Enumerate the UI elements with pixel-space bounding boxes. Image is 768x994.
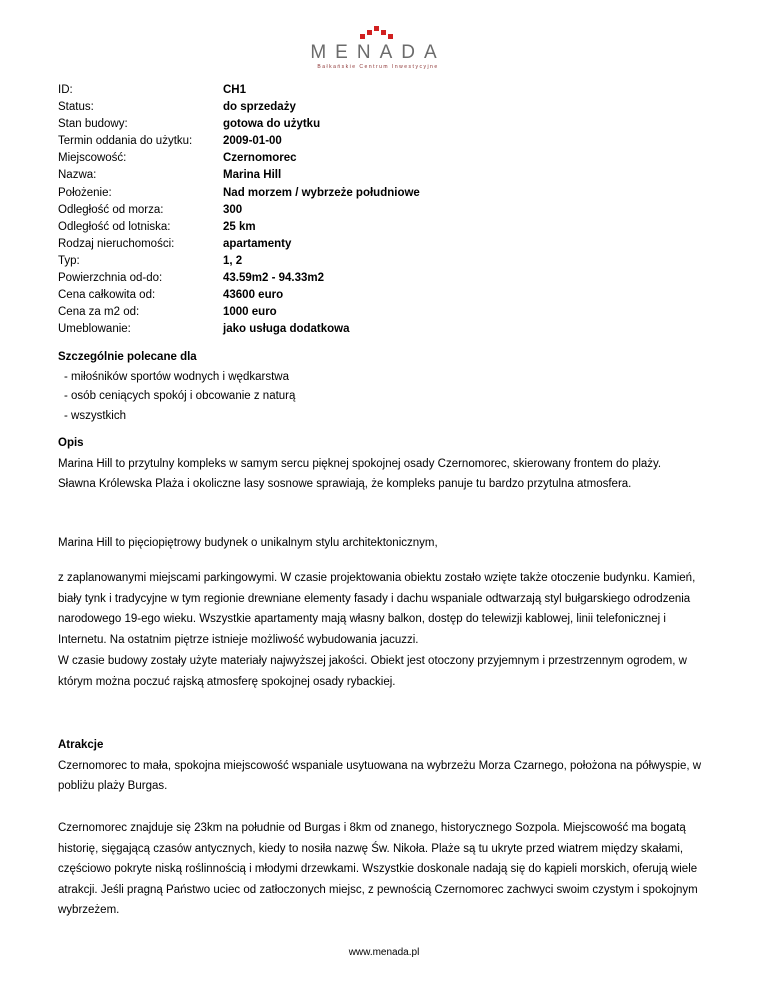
detail-row-polozenie: Położenie: Nad morzem / wybrzeże południowe (58, 186, 420, 199)
opis-paragraph-line: W czasie budowy zostały użyte materiały najwyższej jakości. Obiekt jest otoczony przyjemnym i przestrzennym ogrodem, w (58, 655, 687, 667)
menada-logo (288, 22, 468, 68)
atrakcje-paragraph-line: pobliżu plaży Burgas. (58, 780, 168, 792)
opis-paragraph-line: Marina Hill to pięciopiętrowy budynek o unikalnym stylu architektonicznym, (58, 537, 438, 549)
detail-row-rodzaj: Rodzaj nieruchomości: apartamenty (58, 237, 292, 250)
detail-row-miejscowosc: Miejscowość: Czernomorec (58, 152, 297, 165)
detail-row-powierzchnia: Powierzchnia od-do: 43.59m2 - 94.33m2 (58, 272, 325, 285)
atrakcje-paragraph-line: atrakcji. Jeśli pragną Państwo uciec od zatłoczonych miejsc, z pewnością Czernomorec zachwyci swoim czystym i spokojnym (58, 883, 698, 896)
recommended-section (58, 348, 718, 426)
recommended-item: - miłośników sportów wodnych i wędkarstwa (64, 370, 289, 383)
detail-row-odleglosc-lotnisko: Odległość od lotniska: 25 km (58, 220, 256, 233)
opis-paragraph-line: narodowego 19-ego wieku. Wszystkie apartamenty mają własny balkon, dostęp do telewizji kablowej, linii telefonicznej i (58, 613, 666, 625)
opis-paragraph-2 (58, 533, 718, 554)
detail-row-umeblowanie: Umeblowanie: jako usługa dodatkowa (58, 323, 350, 336)
detail-row-termin: Termin oddania do użytku: 2009-01-00 (58, 135, 282, 148)
opis-paragraph-4 (58, 651, 718, 692)
opis-paragraph-line: z zaplanowanymi miejscami parkingowymi. W czasie projektowania obiektu zostało wzięte także otoczenie budynku. Kamień, (58, 572, 696, 584)
recommended-item: - osób ceniących spokój i obcowanie z naturą (64, 390, 296, 402)
opis-paragraph-line: którym można poczuć rajską atmosferę spokojnej osady rybackiej. (58, 675, 396, 688)
atrakcje-paragraph-line: wybrzeżem. (58, 904, 120, 916)
detail-row-nazwa: Nazwa: Marina Hill (58, 169, 282, 182)
footer-url[interactable]: www.menada.pl (348, 947, 420, 958)
detail-row-stan-budowy: Stan budowy: gotowa do użytku (58, 118, 321, 131)
atrakcje-heading: Atrakcje (58, 739, 104, 751)
atrakcje-paragraph-line: historię, sięgającą czasów antycznych, kiedy to nosiła nazwę Św. Nikoła. Plaże są tu ukryte przed wiatrem między skałami, (58, 842, 684, 855)
atrakcje-paragraph-2 (58, 818, 718, 921)
opis-paragraph-line: Sławna Królewska Plaża i okoliczne lasy sosnowe sprawiają, że kompleks panuje tu bardzo przytulna atmosfera. (58, 478, 632, 490)
opis-paragraph-line: Marina Hill to przytulny kompleks w samym sercu pięknej spokojnej osady Czernomorec, skierowany frontem do plaży. (58, 457, 662, 470)
detail-row-cena-calkowita: Cena całkowita od: 43600 euro (58, 289, 284, 302)
detail-row-typ: Typ: 1, 2 (58, 254, 243, 267)
atrakcje-paragraph-line: częściowo pokryte niską roślinnością i młodymi drzewkami. Wszystkie doskonale nadają się do kąpieli morskich, oferują wiele (58, 863, 698, 875)
opis-paragraph-3 (58, 568, 718, 650)
detail-row-id: ID: CH1 (58, 84, 247, 96)
opis-section (58, 433, 718, 495)
opis-paragraph-line: Internetu. Na ostatnim piętrze istnieje możliwość wybudowania jacuzzi. (58, 633, 419, 646)
property-details (58, 82, 718, 338)
opis-heading: Opis (58, 437, 84, 449)
logo-tagline: Bałkańskie Centrum Inwestycyjne (317, 64, 439, 70)
detail-row-status: Status: do sprzedaży (58, 101, 296, 114)
atrakcje-paragraph-line: Czernomorec znajduje się 23km na południe od Burgas i 8km od znanego, historycznego Sozpola. Miejscowość ma bogatą (58, 822, 686, 834)
detail-row-cena-m2: Cena za m2 od: 1000 euro (58, 306, 277, 319)
recommended-item: - wszystkich (64, 409, 126, 422)
logo-wordmark: MENADA (310, 42, 446, 63)
opis-paragraph-line: biały tynk i tradycyjne w tym regionie drewniane elementy fasady i dachu wspaniale odtwarzają styl bułgarskiego odrodzenia (58, 592, 691, 605)
recommended-heading: Szczególnie polecane dla (58, 351, 197, 363)
detail-row-odleglosc-morze: Odległość od morza: 300 (58, 203, 243, 216)
atrakcje-paragraph-line: Czernomorec to mała, spokojna miejscowość wspaniale usytuowana na wybrzeżu Morza Czarnego, położona na półwyspie, w (58, 759, 702, 772)
atrakcje-section (58, 735, 718, 797)
